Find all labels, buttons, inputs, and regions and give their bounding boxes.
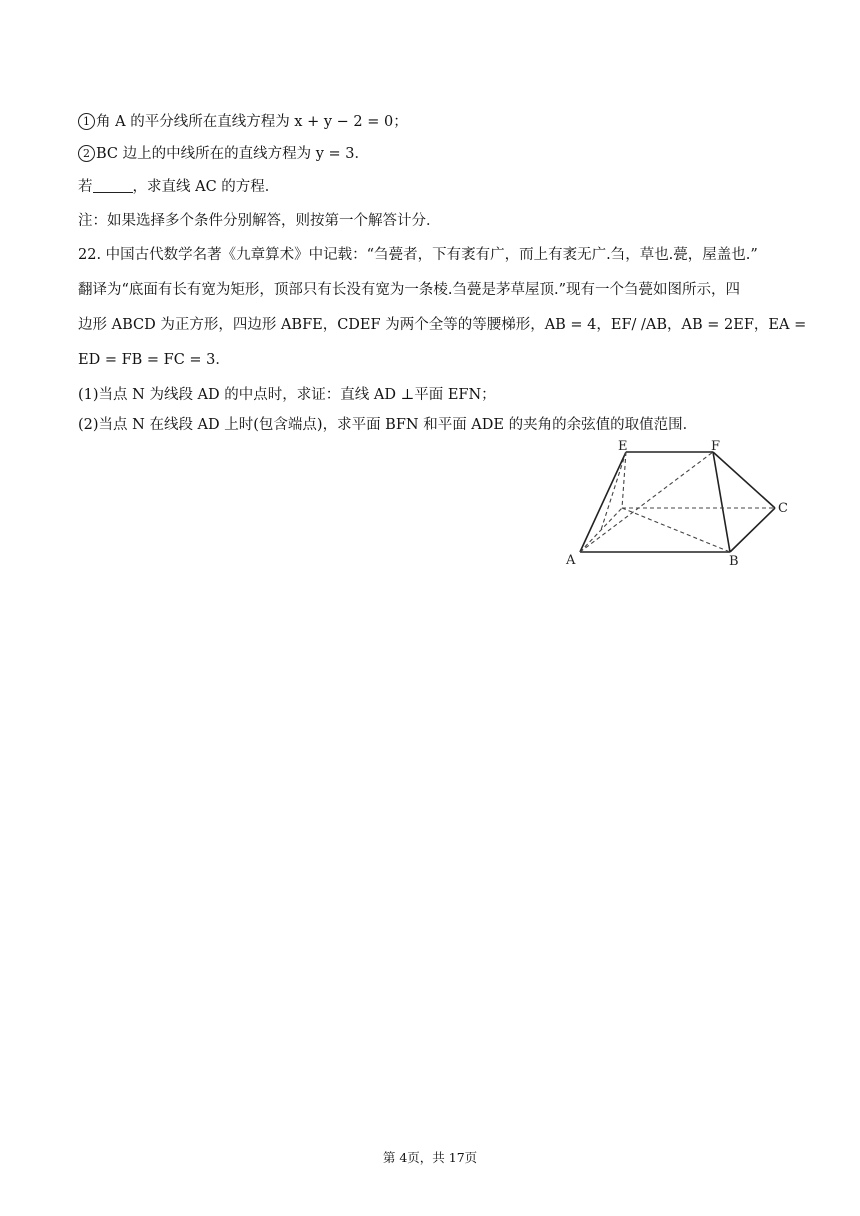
edge-ae	[580, 452, 626, 552]
label-a: A	[566, 553, 576, 568]
edge-af	[580, 452, 713, 552]
problem-22-line-1: 22. 中国古代数学名著《九章算术》中记载：“刍甍者，下有袤有广，而上有袤无广.刍，草也.甍，屋盖也.”	[78, 247, 758, 263]
note-line: 注：如果选择多个条件分别解答，则按第一个解答计分．	[78, 213, 441, 229]
geometry-figure	[560, 440, 792, 572]
problem-22-part-2: (2)当点 N 在线段 AD 上时(包含端点)，求平面 BFN 和平面 ADE 的夹角的余弦值的取值范围．	[78, 417, 698, 433]
condition-1	[78, 112, 408, 132]
question-suffix: ，求直线 AC 的方程．	[132, 179, 280, 195]
circled-number-1: 1	[78, 113, 95, 130]
question-prefix: 若	[78, 179, 93, 195]
condition-2-text: BC 边上的中线所在的直线方程为 y = 3．	[96, 146, 370, 162]
condition-1-text: 角 A 的平分线所在直线方程为 x + y − 2 = 0；	[96, 114, 408, 130]
label-c: C	[778, 501, 788, 516]
edge-en	[601, 452, 626, 530]
edge-fc	[713, 452, 775, 508]
circled-number-2: 2	[78, 145, 95, 162]
edge-ad	[580, 508, 622, 552]
label-f: F	[711, 440, 721, 454]
problem-22-line-3: 边形 ABCD 为正方形，四边形 ABFE，CDEF 为两个全等的等腰梯形，AB = 4，EF/ /AB，AB = 2EF，EA =	[78, 317, 807, 333]
problem-22-part-1: (1)当点 N 为线段 AD 的中点时，求证：直线 AD ⊥平面 EFN；	[78, 387, 496, 403]
label-e: E	[618, 440, 628, 454]
edge-db	[622, 508, 730, 552]
answer-blank	[93, 178, 133, 193]
page-footer: 第 4页，共 17页	[382, 1150, 478, 1165]
problem-22-line-4: ED = FB = FC = 3．	[78, 352, 230, 368]
edge-fb	[713, 452, 730, 552]
problem-22-line-2: 翻译为“底面有长有宽为矩形，顶部只有长没有宽为一条棱.刍甍是茅草屋顶.”现有一个刍甍如图所示，四	[78, 282, 741, 298]
condition-2	[78, 144, 369, 164]
label-b: B	[729, 554, 739, 569]
edge-cb	[730, 508, 775, 552]
question-21-prompt	[78, 177, 279, 197]
